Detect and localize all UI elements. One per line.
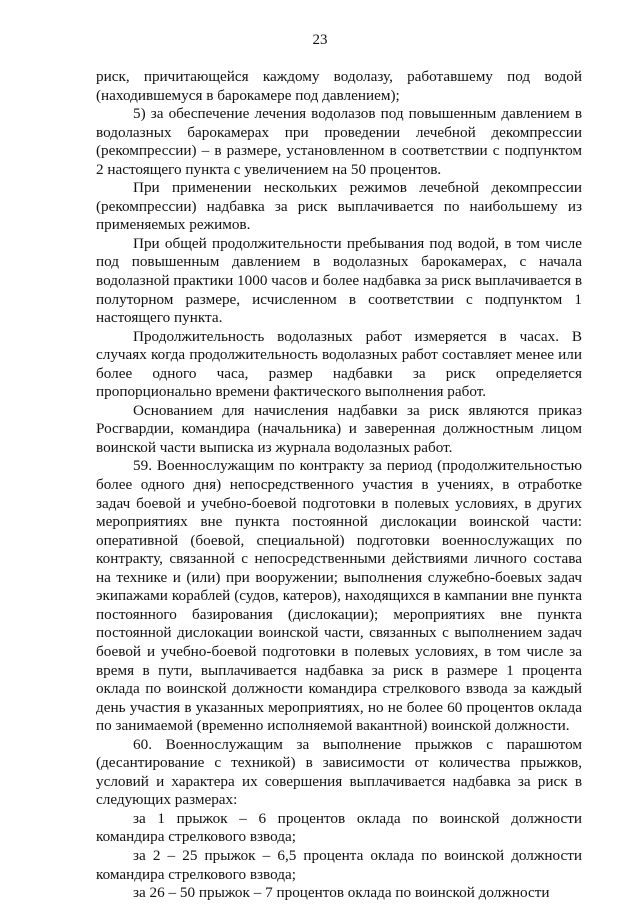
paragraph: 59. Военнослужащим по контракту за период (продолжительностью более одного дня) непосредственного участия в учениях, в отработке задач боевой и учебно-боевой подготовки в полевых условиях, в других мероприятиях вне пункта постоянной дислокации воинской части: оперативной (боевой, специальной) подготовки военнослужащих по контракту, связанной с непосредственными действиями личного состава на технике и (или) при вооружении; выполнения служебно-боевых задач экипажами кораблей (судов, катеров), находящихся в кампании вне пункта постоянного базирования (дислокации); мероприятиях вне пункта постоянной дислокации воинской части, связанных с выполнением задач боевой и учебно-боевой подготовки в полевых условиях, в том числе за время в пути, выплачивается надбавка за риск в размере 1 процента оклада по воинской должности командира стрелкового взвода за каждый день участия в указанных мероприятиях, но не более 60 процентов оклада по занимаемой (временно исполняемой вакантной) воинской должности. (96, 457, 582, 735)
page-number: 23 (312, 32, 328, 48)
paragraph: Продолжительность водолазных работ измеряется в часах. В случаях когда продолжительность водолазных работ составляет менее или более одного часа, размер надбавки за риск определяется пропорционально времени фактического выполнения работ. (96, 327, 582, 401)
paragraph: Основанием для начисления надбавки за риск являются приказ Росгвардии, командира (начальника) и заверенная должностным лицом воинской части выписка из журнала водолазных работ. (96, 401, 582, 456)
paragraph: При применении нескольких режимов лечебной декомпрессии (рекомпрессии) надбавка за риск выплачивается по наибольшему из применяемых режимов. (96, 179, 582, 234)
paragraph: 60. Военнослужащим за выполнение прыжков с парашютом (десантирование с техникой) в зависимости от количества прыжков, условий и характера их совершения выплачивается надбавка за риск в следующих размерах: (96, 735, 582, 809)
paragraph: При общей продолжительности пребывания под водой, в том числе под повышенным давлением в водолазных барокамерах, с начала водолазной практики 1000 часов и более надбавка за риск выплачивается в полуторном размере, исчисленном в соответствии с подпунктом 1 настоящего пункта. (96, 234, 582, 327)
paragraph: за 2 – 25 прыжок – 6,5 процента оклада по воинской должности командира стрелкового взвода; (96, 846, 582, 883)
document-body (96, 68, 582, 903)
paragraph: за 1 прыжок – 6 процентов оклада по воинской должности командира стрелкового взвода; (96, 809, 582, 846)
paragraph: за 26 – 50 прыжок – 7 процентов оклада по воинской должности (133, 884, 550, 902)
paragraph: 5) за обеспечение лечения водолазов под повышенным давлением в водолазных барокамерах при проведении лечебной декомпрессии (рекомпрессии) – в размере, установленном в соответствии с подпунктом 2 настоящего пункта с увеличением на 50 процентов. (96, 105, 582, 178)
paragraph: риск, причитающейся каждому водолазу, работавшему под водой (находившемуся в барокамере под давлением); (96, 68, 582, 104)
